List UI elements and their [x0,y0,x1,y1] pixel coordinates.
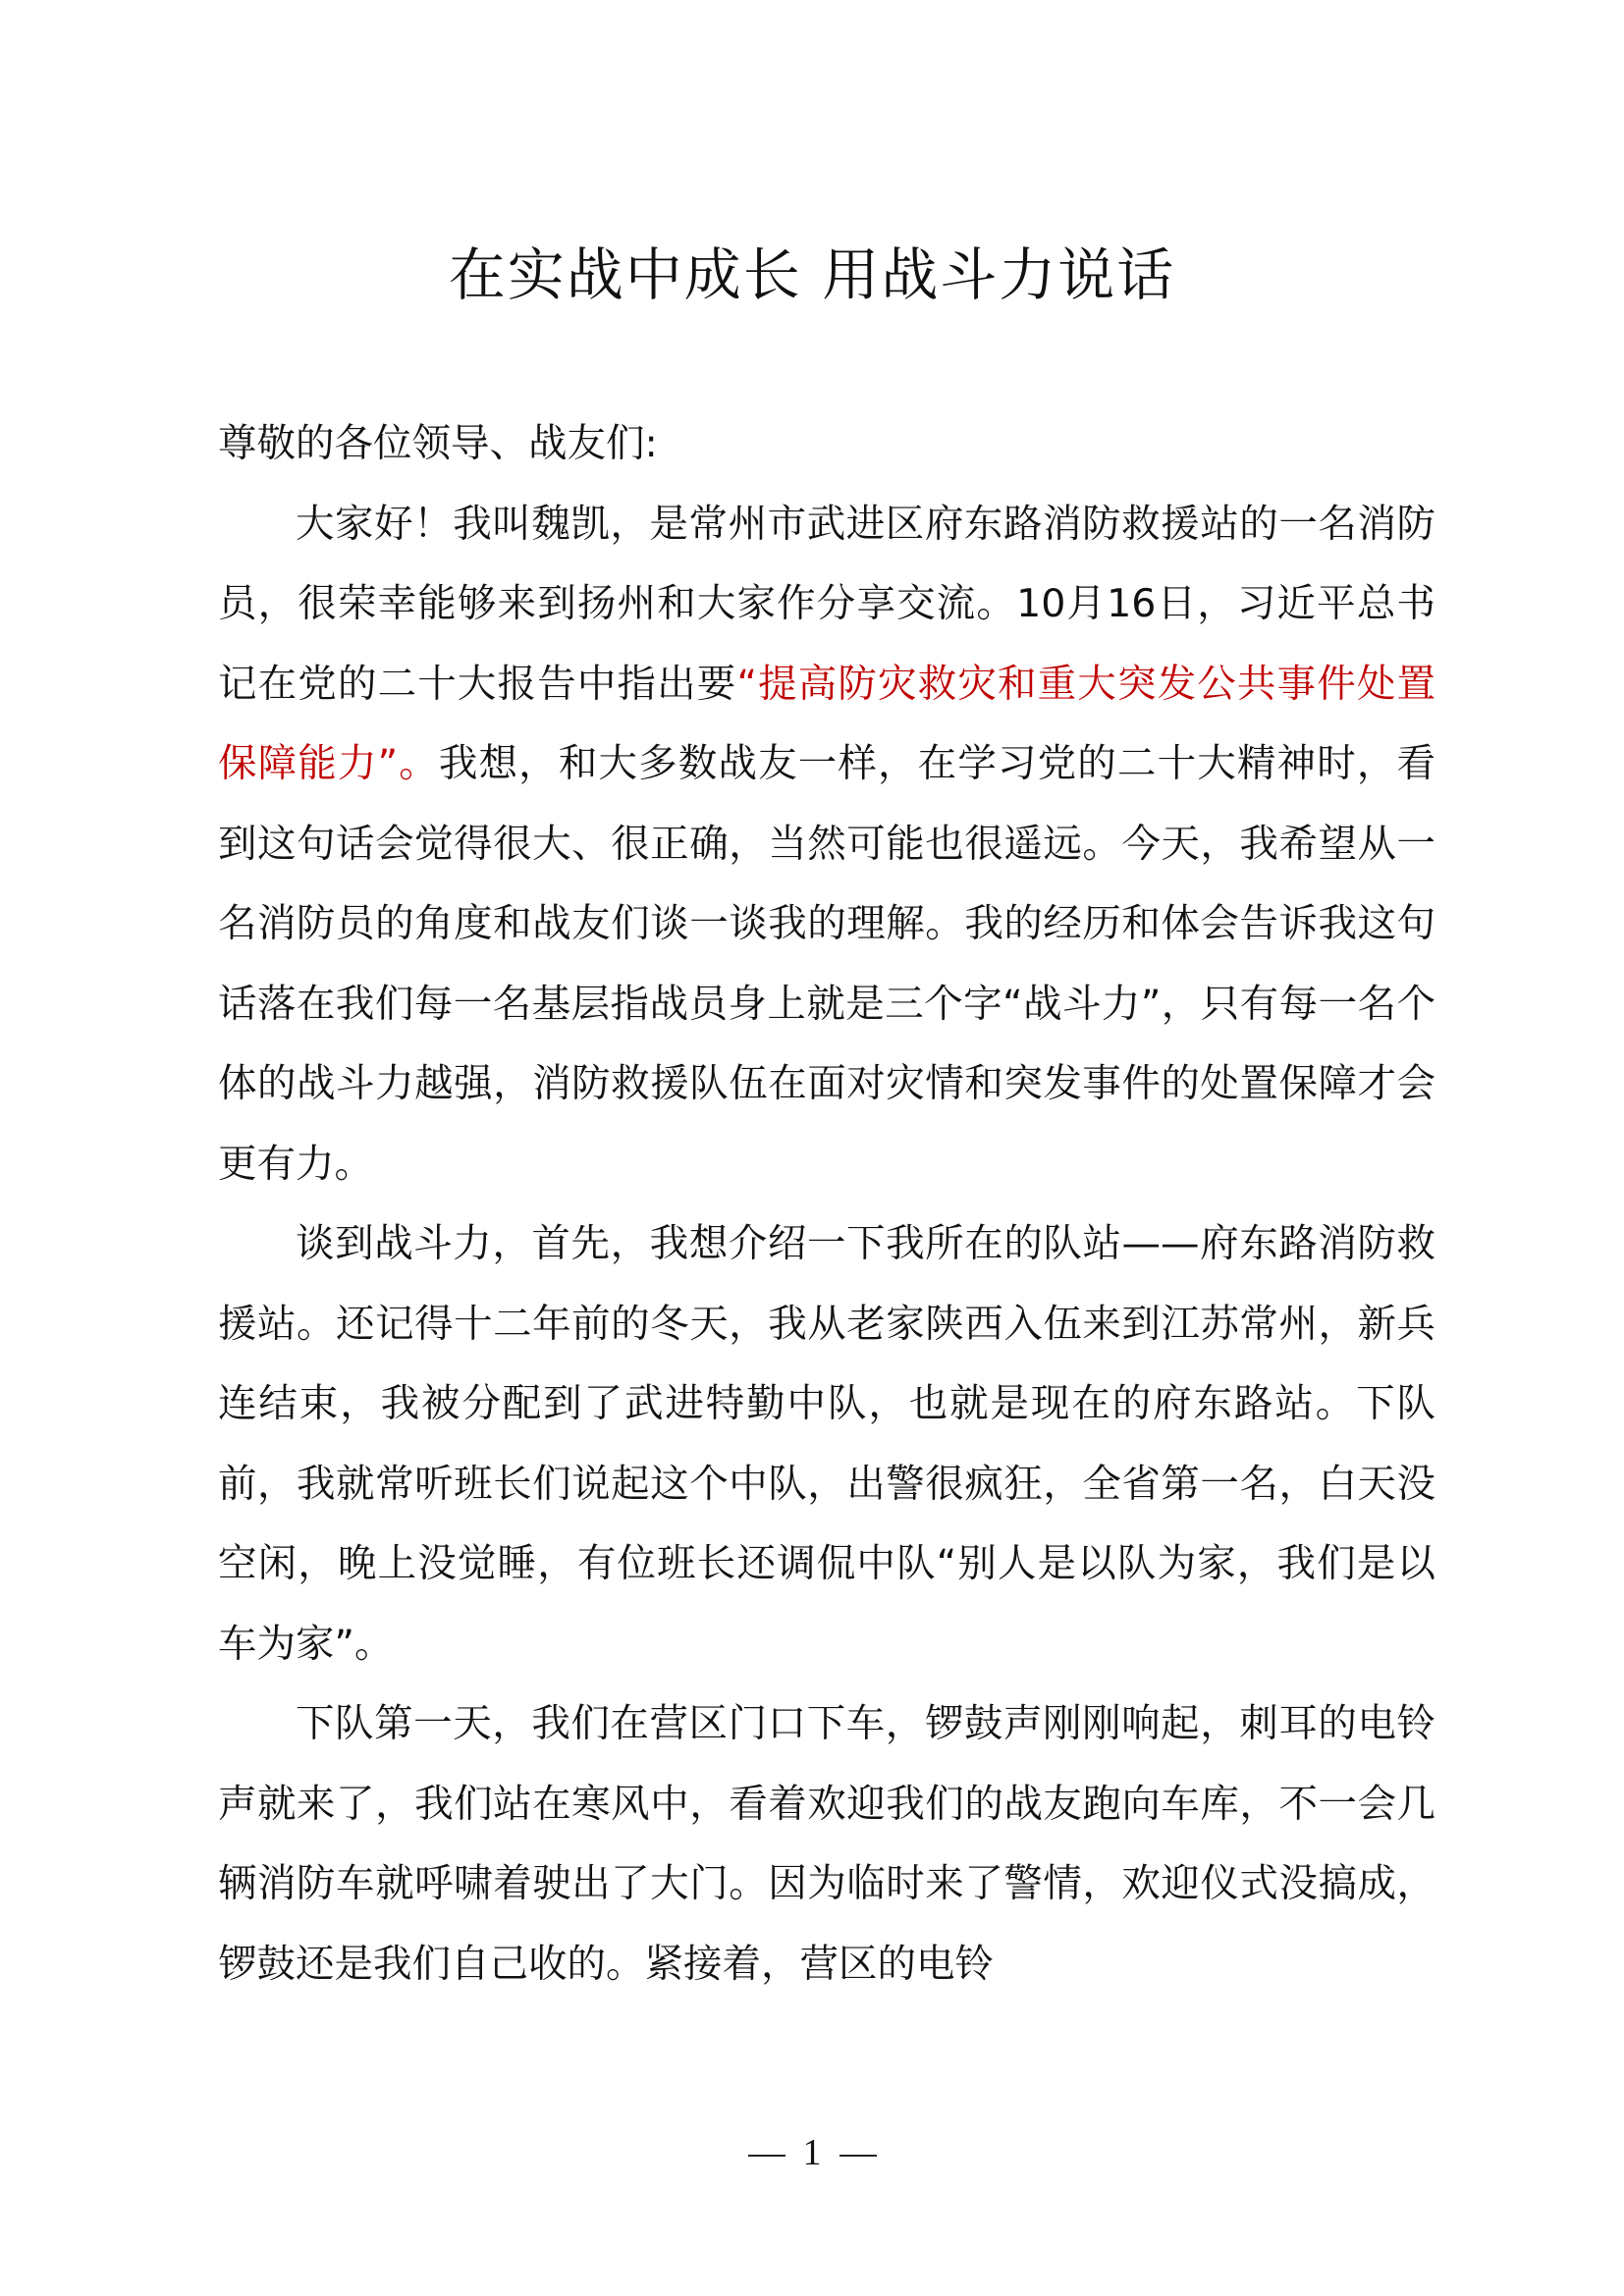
quoted-red-text: “提高防灾救灾和重大突发公共事件处置保障能力”。 [218,661,1436,786]
text-segment: 下队第一天，我们在营区门口下车，锣鼓声刚刚响起，刺耳的电铃声就来了，我们站在寒风中，看着欢迎我们的战友跑向车库，不一会几辆消防车就呼啸着驶出了大门。因为临时来了警情，欢迎仪式没搞成，锣鼓还是我们自己收的。紧接着，营区的电铃 [218,1701,1435,1987]
text-segment: 大家好！我叫魏凯，是常州市武进区府东路消防救援站的一名消防员，很荣幸能够来到扬州和大家作分享交流。10月16日，习近平总书记在党的二十大报告中指出要 [218,501,1435,707]
paragraph-1 [218,485,1435,1205]
page-footer [0,2128,1624,2177]
dash-right [839,2155,877,2157]
paragraph-3 [218,1684,1435,2004]
document-body [218,404,1435,2004]
dash-left [748,2155,785,2157]
salutation: 尊敬的各位领导、战友们: [218,421,658,466]
document-title: 在实战中成长 用战斗力说话 [448,241,1176,308]
page-number: 1 [802,2132,822,2173]
paragraph-2 [218,1204,1435,1684]
text-segment: 谈到战斗力，首先，我想介绍一下我所在的队站——府东路消防救援站。还记得十二年前的冬天，我从老家陕西入伍来到江苏常州，新兵连结束，我被分配到了武进特勤中队，也就是现在的府东路站。下队前，我就常听班长们说起这个中队，出警很疯狂，全省第一名，白天没空闲，晚上没觉睡，有位班长还调侃中队“别人是以队为家，我们是以车为家”。 [218,1221,1435,1667]
text-segment: 我想，和大多数战友一样，在学习党的二十大精神时，看到这句话会觉得很大、很正确，当然可能也很遥远。今天，我希望从一名消防员的角度和战友们谈一谈我的理解。我的经历和体会告诉我这句话落在我们每一名基层指战员身上就是三个字“战斗力”，只有每一名个体的战斗力越强，消防救援队伍在面对灾情和突发事件的处置保障才会更有力。 [218,741,1436,1187]
